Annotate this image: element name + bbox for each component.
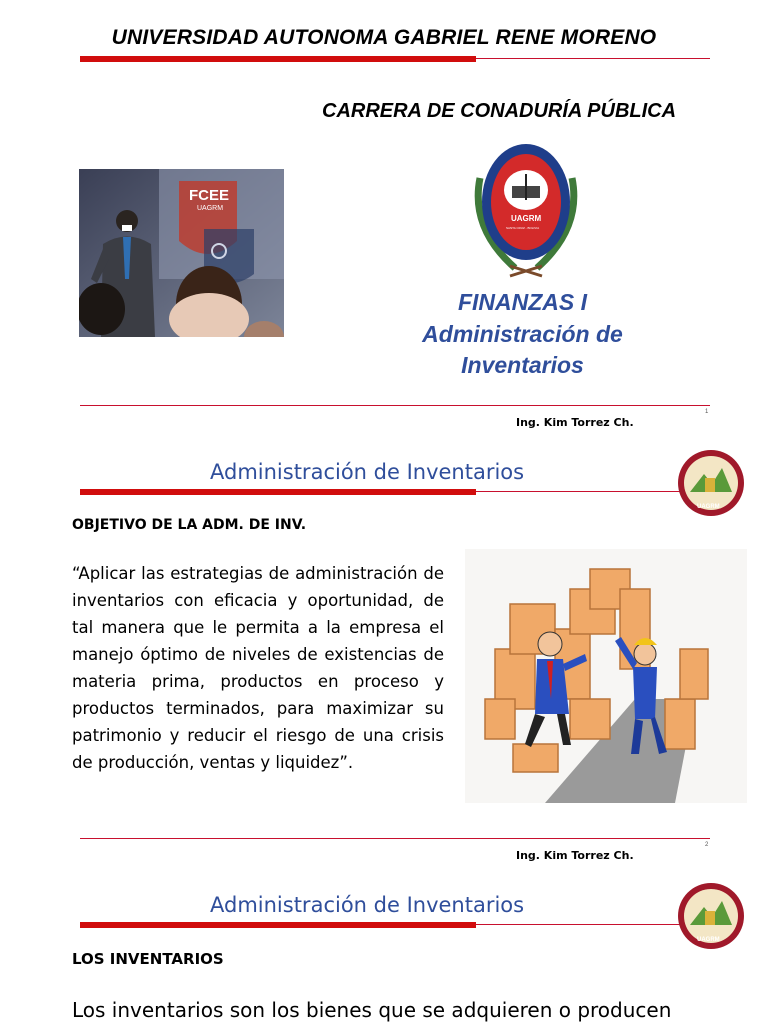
red-accent-bar: [80, 922, 476, 928]
author-footer: Ing. Kim Torrez Ch.: [516, 416, 634, 429]
divider-line: [476, 58, 710, 59]
topic-line-1: Administración de: [422, 321, 623, 347]
footer-divider: [80, 405, 710, 406]
red-accent-bar: [80, 489, 476, 495]
red-accent-bar: [80, 56, 476, 62]
objective-quote: “Aplicar las estrategias de administración de inventarios con eficacia y oportunidad, de tal manera que le permita a la empresa el manejo óptimo de niveles de existencias de materia prima, productos en proceso y productos terminados, para maximizar su patrimonio y reducir el riesgo de una crisis de producción, ventas y liquidez”.: [72, 564, 444, 772]
inventories-body: Los inventarios son los bienes que se adquieren o producen: [72, 998, 672, 1022]
inventories-heading: LOS INVENTARIOS: [72, 950, 224, 968]
topic-line-2: Inventarios: [461, 352, 584, 378]
section-title: Administración de Inventarios: [210, 893, 525, 917]
seal-text: UAGRM: [511, 214, 542, 223]
ingenieria-financiera-logo: [676, 448, 746, 518]
inventory-boxes-illustration: [465, 549, 747, 803]
divider-line: [476, 924, 681, 925]
career-title: CARRERA DE CONADURÍA PÚBLICA: [322, 100, 677, 122]
university-title: UNIVERSIDAD AUTONOMA GABRIEL RENE MORENO: [111, 26, 657, 49]
author-footer: Ing. Kim Torrez Ch.: [516, 849, 634, 862]
course-title: FINANZAS I: [457, 289, 588, 315]
photo-sign-subtext: UAGRM: [197, 205, 224, 212]
logo-text: UAGRM: [697, 937, 720, 943]
uagrm-seal-logo: [470, 138, 582, 278]
objective-heading: OBJETIVO DE LA ADM. DE INV.: [72, 517, 307, 533]
ingenieria-financiera-logo: [676, 881, 746, 951]
footer-divider: [80, 838, 710, 839]
photo-sign-text: FCEE: [189, 187, 230, 204]
page-number: 1: [705, 409, 709, 415]
page-number: 2: [705, 842, 709, 848]
presentation-photo: [79, 169, 284, 337]
seal-subtext: SANTA CRUZ - BOLIVIA: [506, 226, 540, 230]
section-title: Administración de Inventarios: [210, 460, 525, 484]
divider-line: [476, 491, 681, 492]
logo-text: UAGRM: [697, 504, 720, 510]
